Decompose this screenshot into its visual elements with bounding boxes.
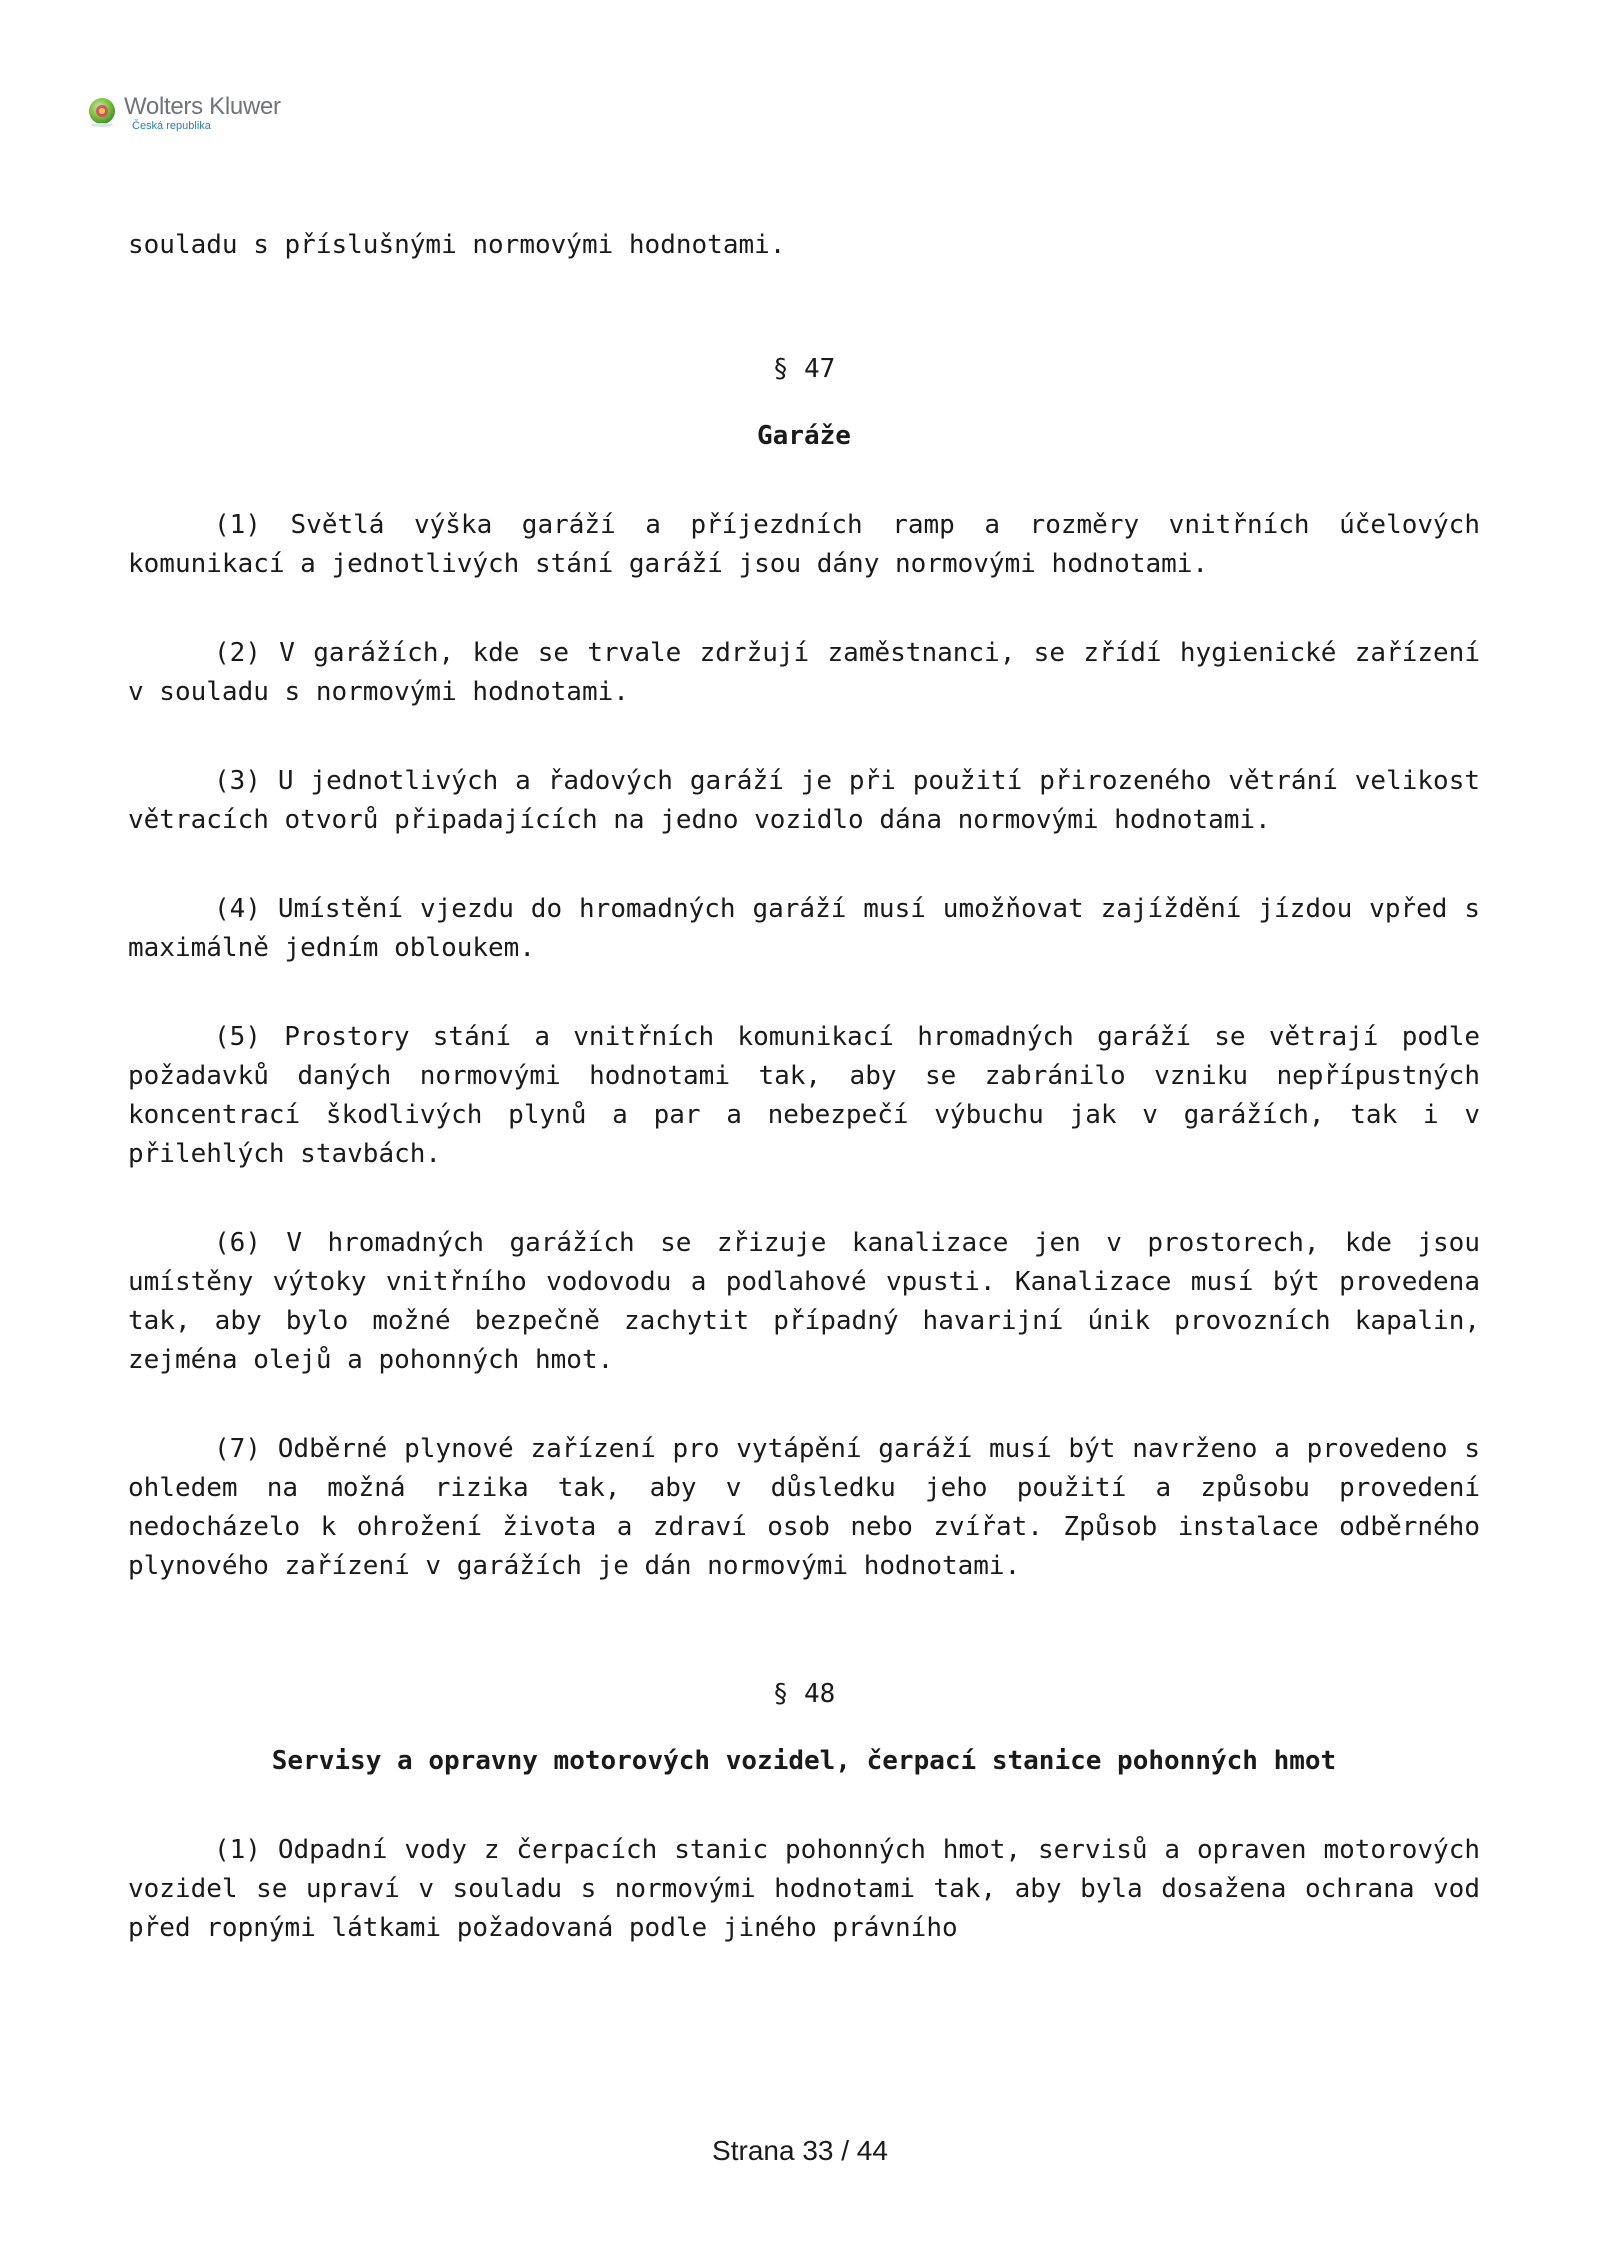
section-title: Garáže	[757, 421, 851, 451]
lead-text: souladu s příslušnými normovými hodnotami.	[128, 230, 786, 260]
paragraph: (2) V garážích, kde se trvale zdržují zaměstnanci, se zřídí hygienické zařízení v souladu s normovými hodnotami.	[128, 638, 1480, 707]
brand-name: Wolters Kluwer	[124, 93, 281, 120]
paragraph: (7) Odběrné plynové zařízení pro vytápění garáží musí být navrženo a provedeno s ohledem na možná rizika tak, aby v důsledku jeho použití a způsobu provedení nedocházelo k ohrožení života a zdraví osob nebo zvířat. Způsob instalace odběrného plynového zařízení v garážích je dán normovými hodnotami.	[128, 1434, 1480, 1581]
paragraph: (5) Prostory stání a vnitřních komunikací hromadných garáží se větrají podle požadavků daných normovými hodnotami tak, aby se zabránilo vzniku nepřípustných koncentrací škodlivých plynů a par a nebezpečí výbuchu jak v garážích, tak i v přilehlých stavbách.	[128, 1022, 1480, 1169]
section-number: § 48	[772, 1679, 836, 1709]
paragraph: (3) U jednotlivých a řadových garáží je při použití přirozeného větrání velikost větracích otvorů připadajících na jedno vozidlo dána normovými hodnotami.	[128, 766, 1480, 835]
wolters-kluwer-globe-icon	[86, 96, 118, 128]
paragraph: (4) Umístění vjezdu do hromadných garáží musí umožňovat zajíždění jízdou vpřed s maximálně jedním obloukem.	[128, 894, 1480, 963]
paragraph: (1) Světlá výška garáží a příjezdních ramp a rozměry vnitřních účelových komunikací a jednotlivých stání garáží jsou dány normovými hodnotami.	[128, 510, 1480, 579]
document-body	[128, 226, 1480, 1948]
brand-subtitle: Česká republika	[132, 120, 211, 132]
brand-logo	[86, 94, 281, 133]
section-number: § 47	[772, 354, 836, 384]
page-number: Strana 33 / 44	[712, 2135, 888, 2166]
section-title: Servisy a opravny motorových vozidel, čerpací stanice pohonných hmot	[271, 1746, 1337, 1776]
paragraph: (6) V hromadných garážích se zřizuje kanalizace jen v prostorech, kde jsou umístěny výtoky vnitřního vodovodu a podlahové vpusti. Kanalizace musí být provedena tak, aby bylo možné bezpečně zachytit případný havarijní únik provozních kapalin, zejména olejů a pohonných hmot.	[128, 1228, 1480, 1375]
paragraph: (1) Odpadní vody z čerpacích stanic pohonných hmot, servisů a opraven motorových vozidel se upraví v souladu s normovými hodnotami tak, aby byla dosažena ochrana vod před ropnými látkami požadovaná podle jiného právního	[128, 1835, 1480, 1943]
